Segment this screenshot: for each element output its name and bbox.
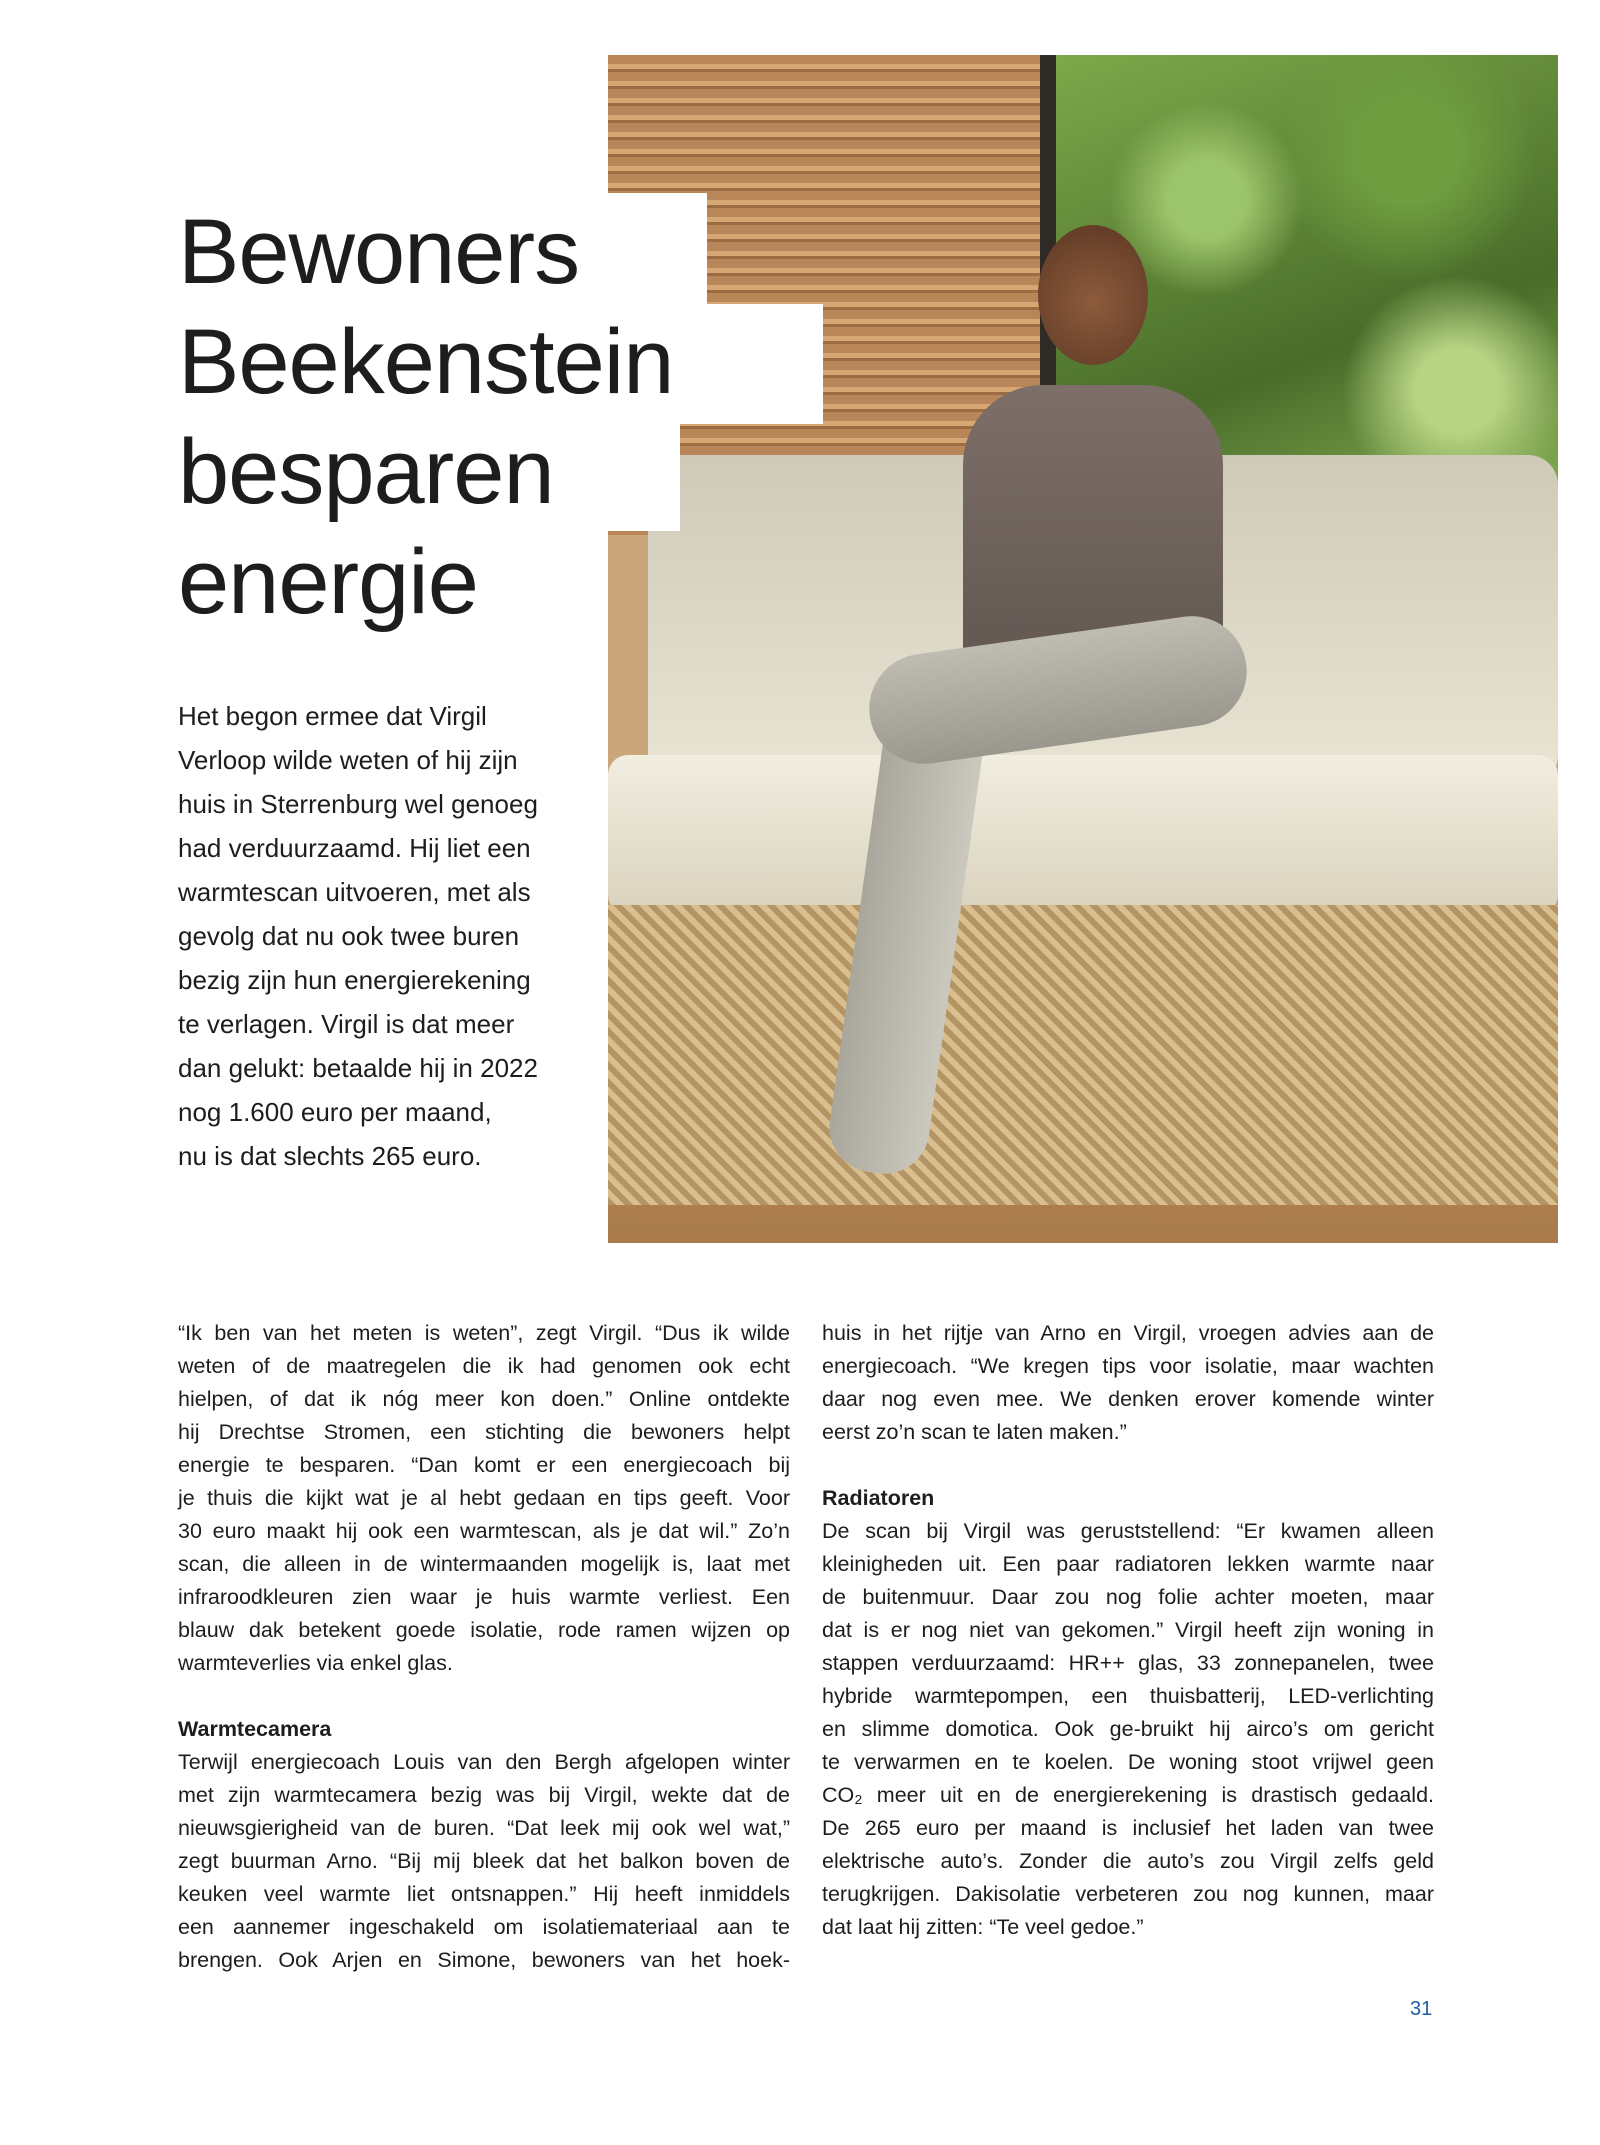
intro-line: had verduurzaamd. Hij liet een xyxy=(178,833,531,863)
body-text-line: hybride warmtepompen, een thuisbatterij, LED-verlichting xyxy=(822,1684,1434,1708)
body-text-line: dat is er nog niet van gekomen.” Virgil heeft zijn woning in xyxy=(822,1618,1434,1642)
section-heading: Radiatoren xyxy=(822,1486,935,1510)
body-text-line: De scan bij Virgil was geruststellend: “Er kwamen alleen xyxy=(822,1519,1434,1543)
body-text-line: hij Drechtse Stromen, een stichting die bewoners helpt xyxy=(178,1420,790,1444)
body-text-line: kleinigheden uit. Een paar radiatoren lekken warmte naar xyxy=(822,1552,1434,1576)
intro-line: te verlagen. Virgil is dat meer xyxy=(178,1009,515,1039)
body-text-line: warmteverlies via enkel glas. xyxy=(178,1651,453,1675)
article-column-right xyxy=(822,1317,1434,1944)
body-text-line: CO₂ meer uit en de energierekening is drastisch gedaald. xyxy=(822,1783,1434,1807)
sofa-seat xyxy=(608,755,1558,915)
body-text-line: energiecoach. “We kregen tips voor isolatie, maar wachten xyxy=(822,1354,1434,1378)
paragraph-gap xyxy=(178,1680,790,1713)
intro-line: huis in Sterrenburg wel genoeg xyxy=(178,789,538,819)
intro-line: nog 1.600 euro per maand, xyxy=(178,1097,492,1127)
title-line: energie xyxy=(178,531,478,633)
title-line: Beekenstein xyxy=(178,311,674,413)
article-column-left xyxy=(178,1317,790,1977)
title-line: Bewoners xyxy=(178,201,580,303)
body-text-line: De 265 euro per maand is inclusief het laden van twee xyxy=(822,1816,1434,1840)
page-number: 31 xyxy=(1410,1998,1433,2020)
article-photo xyxy=(608,55,1558,1243)
body-text-line: 30 euro maakt hij ook een warmtescan, als je dat wil.” Zo’n xyxy=(178,1519,790,1543)
body-text-line: brengen. Ook Arjen en Simone, bewoners van het hoek- xyxy=(178,1948,790,1972)
paragraph-gap xyxy=(822,1449,1434,1482)
intro-line: warmtescan uitvoeren, met als xyxy=(178,877,531,907)
body-text-line: eerst zo’n scan te laten maken.” xyxy=(822,1420,1127,1444)
body-text-line: stappen verduurzaamd: HR++ glas, 33 zonnepanelen, twee xyxy=(822,1651,1434,1675)
body-text-line: blauw dak betekent goede isolatie, rode ramen wijzen op xyxy=(178,1618,790,1642)
body-text-line: infraroodkleuren zien waar je huis warmte verliest. Een xyxy=(178,1585,790,1609)
wicker-base xyxy=(608,905,1558,1205)
person-head xyxy=(1038,225,1148,365)
intro-line: bezig zijn hun energierekening xyxy=(178,965,531,995)
body-text-line: hielpen, of dat ik nóg meer kon doen.” Online ontdekte xyxy=(178,1387,790,1411)
body-text-line: met zijn warmtecamera bezig was bij Virgil, wekte dat de xyxy=(178,1783,790,1807)
body-text-line: zegt buurman Arno. “Bij mij bleek dat het balkon boven de xyxy=(178,1849,790,1873)
body-text-line: energie te besparen. “Dan komt er een energiecoach bij xyxy=(178,1453,790,1477)
body-text-line: elektrische auto’s. Zonder die auto’s zou Virgil zelfs geld xyxy=(822,1849,1434,1873)
intro-line: Het begon ermee dat Virgil xyxy=(178,701,487,731)
intro-line: gevolg dat nu ook twee buren xyxy=(178,921,520,951)
body-text-line: je thuis die kijkt wat je al hebt gedaan en tips geeft. Voor xyxy=(178,1486,790,1510)
body-text-line: “Ik ben van het meten is weten”, zegt Virgil. “Dus ik wilde xyxy=(178,1321,790,1345)
intro-line: Verloop wilde weten of hij zijn xyxy=(178,745,518,775)
body-text-line: keuken veel warmte liet ontsnappen.” Hij heeft inmiddels xyxy=(178,1882,790,1906)
title-line: besparen xyxy=(178,421,554,523)
body-text-line: Terwijl energiecoach Louis van den Bergh afgelopen winter xyxy=(178,1750,790,1774)
body-text-line: nieuwsgierigheid van de buren. “Dat leek mij ook wel wat,” xyxy=(178,1816,790,1840)
body-text-line: scan, die alleen in de wintermaanden mogelijk is, laat met xyxy=(178,1552,790,1576)
intro-paragraph xyxy=(178,694,578,1178)
body-text-line: te verwarmen en te koelen. De woning stoot vrijwel geen xyxy=(822,1750,1434,1774)
intro-line: dan gelukt: betaalde hij in 2022 xyxy=(178,1053,538,1083)
body-text-line: daar nog even mee. We denken erover komende winter xyxy=(822,1387,1434,1411)
body-text-line: en slimme domotica. Ook ge-bruikt hij airco’s om gericht xyxy=(822,1717,1434,1741)
body-text-line: dat laat hij zitten: “Te veel gedoe.” xyxy=(822,1915,1144,1939)
intro-line: nu is dat slechts 265 euro. xyxy=(178,1141,482,1171)
body-text-line: weten of de maatregelen die ik had genomen ook echt xyxy=(178,1354,790,1378)
section-heading: Warmtecamera xyxy=(178,1717,332,1741)
body-text-line: de buitenmuur. Daar zou nog folie achter moeten, maar xyxy=(822,1585,1434,1609)
body-text-line: huis in het rijtje van Arno en Virgil, vroegen advies aan de xyxy=(822,1321,1434,1345)
body-text-line: terugkrijgen. Dakisolatie verbeteren zou nog kunnen, maar xyxy=(822,1882,1434,1906)
body-text-line: een aannemer ingeschakeld om isolatiemateriaal aan te xyxy=(178,1915,790,1939)
